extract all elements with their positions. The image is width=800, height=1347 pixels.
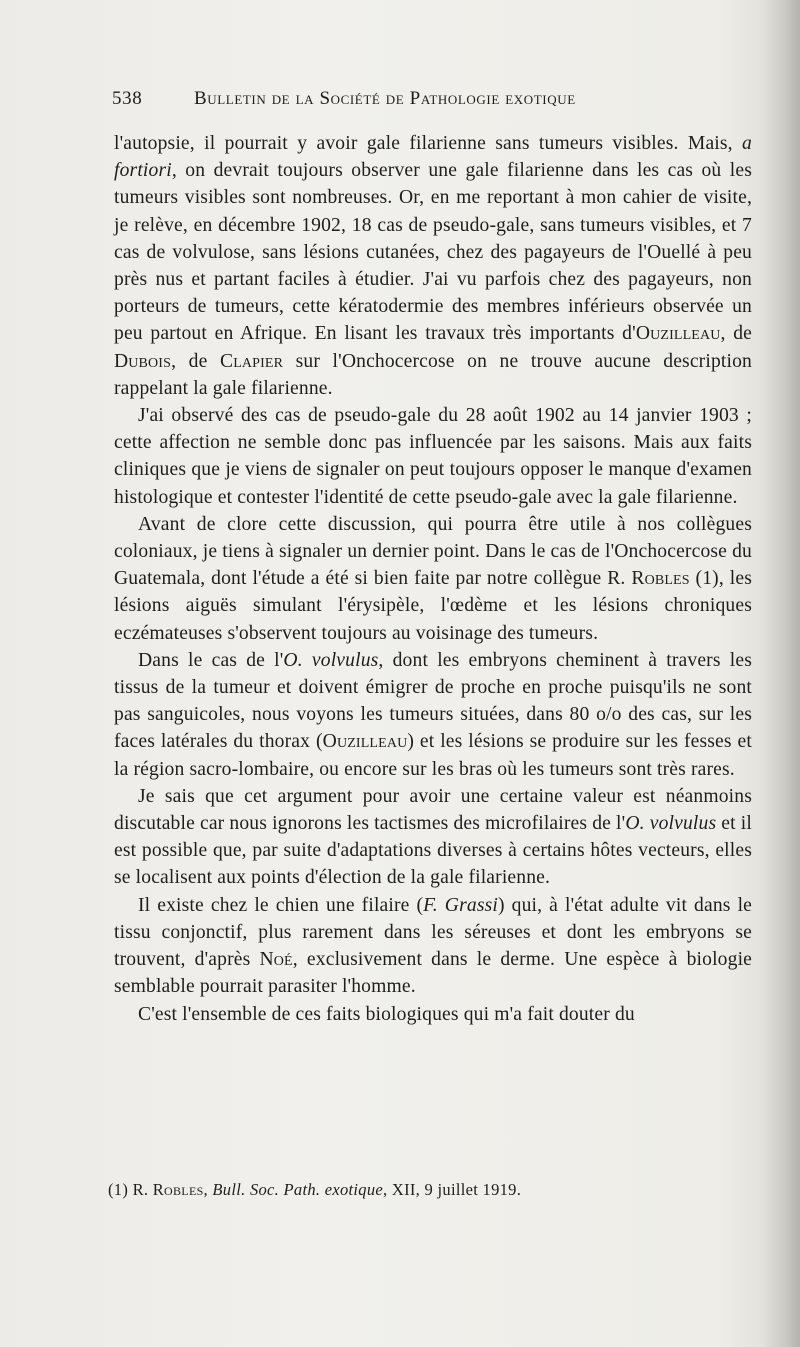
paragraph-1: l'autopsie, il pourrait y avoir gale filarienne sans tumeurs visibles. Mais, a fortiori, on devrait toujours observer une gale filarienne dans les cas où les tumeurs visibles sont nombreuses. Or, en me reportant à mon cahier de visite, je relève, en décembre 1902, 18 cas de pseudo-gale, sans tumeurs visibles, et 7 cas de volvulose, sans lésions cutanées, chez des pagayeurs de l'Ouellé à peu près nus et partant faciles à étudier. J'ai vu parfois chez des pagayeurs, non porteurs de tumeurs, cette kératodermie des membres inférieurs observée un peu partout en Afrique. En lisant les travaux très importants d'Ouzilleau, de Dubois, de Clapier sur l'Onchocercose on ne trouve aucune description rappelant la gale filarienne. (114, 133, 753, 399)
paragraph-4: Dans le cas de l'O. volvulus, dont les embryons cheminent à travers les tissus de la tumeur et doivent émigrer de proche en proche puisqu'ils ne sont pas sanguicoles, nous voyons les tumeurs situées, dans 80 o/o des cas, sur les faces latérales du thorax (Ouzilleau) et les lésions se produire sur les fesses et la région sacro-lombaire, ou encore sur les bras où les tumeurs sont très rares. (114, 649, 752, 780)
footnote-journal: Bull. Soc. Path. exotique (212, 1180, 384, 1199)
author-name: Dubois (114, 350, 172, 372)
italic-term: a fortiori (114, 133, 752, 182)
body-text (114, 130, 752, 1028)
footnote-author: Robles (152, 1180, 204, 1199)
page-edge-shadow (762, 0, 800, 1347)
paragraph-7: C'est l'ensemble de ces faits biologiques qui m'a fait douter du (138, 1003, 635, 1025)
italic-term: O. volvulus (625, 813, 717, 835)
paragraph-2: J'ai observé des cas de pseudo-gale du 28 août 1902 au 14 janvier 1903 ; cette affection ne semble donc pas influencée par les saisons. Mais aux faits cliniques que je viens de signaler on peut toujours opposer le manque d'examen histologique et contester l'identité de cette pseudo-gale avec la gale filarienne. (114, 405, 752, 508)
page-header (112, 88, 752, 114)
author-name: Robles (631, 568, 690, 590)
footnote: (1) R. Robles, Bull. Soc. Path. exotique, XII, 9 juillet 1919. (108, 1180, 522, 1199)
italic-term: O. volvulus (283, 649, 379, 671)
author-name: Clapier (219, 350, 284, 372)
paragraph-6: Il existe chez le chien une filaire (F. Grassi) qui, à l'état adulte vit dans le tissu conjonctif, plus rarement dans les séreuses et dont les embryons se trouvent, d'après Noé, exclusivement dans le derme. Une espèce à biologie semblable pourrait parasiter l'homme. (114, 894, 753, 998)
page-number: 538 (112, 88, 143, 109)
author-name: Ouzilleau (322, 731, 408, 753)
running-head: Bulletin de la Société de Pathologie exotique (194, 88, 576, 109)
paragraph-3: Avant de clore cette discussion, qui pourra être utile à nos collègues coloniaux, je tiens à signaler un dernier point. Dans le cas de l'Onchocercose du Guatemala, dont l'étude a été si bien faite par notre collègue R. Robles (1), les lésions aiguës simulant l'érysipèle, l'œdème et les lésions chroniques eczémateuses s'observent toujours au voisinage des tumeurs. (114, 513, 752, 644)
paragraph-5: Je sais que cet argument pour avoir une certaine valeur est néanmoins discutable car nous ignorons les tactismes des microfilaires de l'O. volvulus et il est possible que, par suite d'adaptations diverses à certains hôtes vecteurs, elles se localisent aux points d'élection de la gale filarienne. (114, 785, 752, 889)
italic-term: F. Grassi (423, 894, 498, 916)
author-name: Noé (259, 949, 293, 971)
author-name: Ouzilleau (635, 323, 721, 345)
